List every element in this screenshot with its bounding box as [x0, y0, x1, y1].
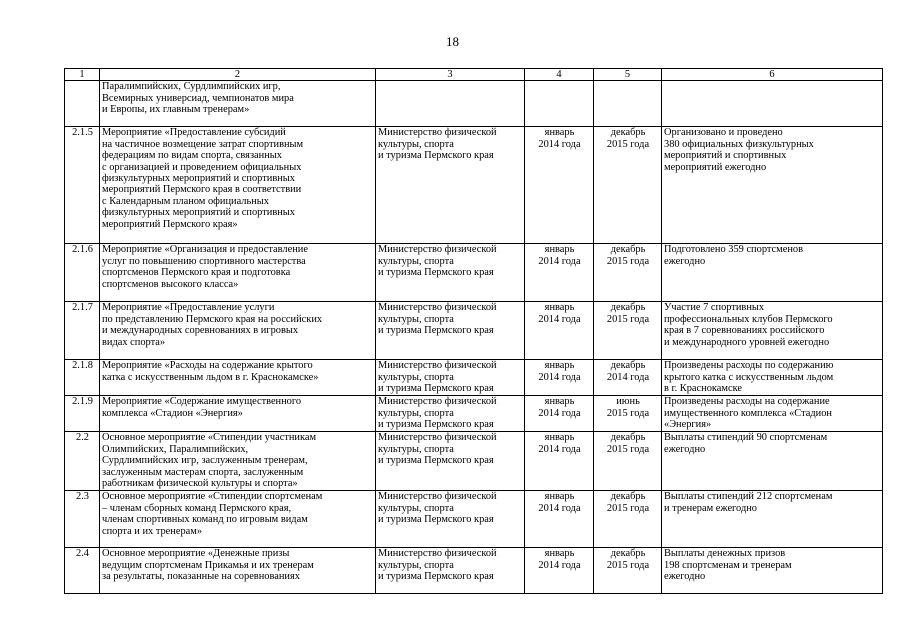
result-cell — [662, 396, 883, 432]
event-cell — [100, 360, 376, 396]
table-row — [65, 548, 883, 594]
end-date-cell — [594, 548, 662, 594]
result-cell-text: Участие 7 спортивных профессиональных клубов Пермского края в 7 соревнованиях российского и международного уровней ежегодно — [664, 302, 833, 348]
start-date-cell — [525, 302, 594, 360]
column-header-1: 1 — [65, 69, 100, 81]
row-number-cell — [65, 244, 100, 302]
start-date-cell — [525, 432, 594, 491]
result-cell-text: Произведены расходы по содержанию крытого катка с искусственным льдом в г. Краснокамске — [664, 360, 834, 395]
result-cell — [662, 244, 883, 302]
table-row — [65, 432, 883, 491]
executor-cell — [376, 127, 525, 244]
start-date-cell-text: январь 2014 года — [538, 244, 581, 267]
column-header-5: 5 — [594, 69, 662, 81]
event-cell-text: Основное мероприятие «Стипендии участникам Олимпийских, Паралимпийских, Сурдлимпийских игр, заслуженным тренерам, заслуженным мастерам спорта, заслуженным работникам физической культуры и спорта» — [102, 432, 317, 490]
executor-cell-text: Министерство физической культуры, спорта и туризма Пермского края — [378, 432, 497, 467]
result-cell — [662, 548, 883, 594]
row-number-cell-text: 2.2 — [76, 432, 89, 444]
event-cell — [100, 81, 376, 127]
result-cell-text: Подготовлено 359 спортсменов ежегодно — [664, 244, 804, 267]
end-date-cell-text: декабрь 2014 года — [606, 360, 650, 383]
table-row — [65, 360, 883, 396]
end-date-cell-text: декабрь 2015 года — [606, 491, 650, 514]
result-cell-text: Произведены расходы на содержание имущественного комплекса «Стадион «Энергия» — [664, 396, 832, 431]
start-date-cell-text: январь 2014 года — [538, 491, 581, 514]
executor-cell — [376, 491, 525, 548]
row-number-cell-text: 2.1.6 — [72, 244, 93, 256]
event-cell — [100, 432, 376, 491]
table-row — [65, 491, 883, 548]
event-cell-text: Основное мероприятие «Стипендии спортсменам – членам сборных команд Пермского края, членам спортивных команд по игровым видам спорта и их тренерам» — [102, 491, 323, 537]
event-cell-text: Паралимпийских, Сурдлимпийских игр, Всемирных универсиад, чемпионатов мира и Европы, их главным тренерам» — [102, 81, 294, 116]
end-date-cell — [594, 127, 662, 244]
end-date-cell-text: декабрь 2015 года — [606, 302, 650, 325]
row-number-cell — [65, 81, 100, 127]
row-number-cell-text: 2.4 — [76, 548, 89, 560]
end-date-cell-text: декабрь 2015 года — [606, 127, 650, 150]
end-date-cell — [594, 302, 662, 360]
start-date-cell — [525, 548, 594, 594]
page-number: 18 — [446, 34, 459, 49]
result-cell-text: Выплаты стипендий 212 спортсменам и тренерам ежегодно — [664, 491, 833, 514]
event-cell — [100, 127, 376, 244]
executor-cell-text: Министерство физической культуры, спорта и туризма Пермского края — [378, 396, 497, 431]
end-date-cell-text: июнь 2015 года — [606, 396, 650, 419]
executor-cell-text: Министерство физической культуры, спорта и туризма Пермского края — [378, 244, 497, 279]
table-row — [65, 244, 883, 302]
start-date-cell — [525, 244, 594, 302]
row-number-cell — [65, 548, 100, 594]
start-date-cell — [525, 491, 594, 548]
row-number-cell — [65, 396, 100, 432]
start-date-cell-text: январь 2014 года — [538, 432, 581, 455]
end-date-cell — [594, 360, 662, 396]
result-cell-text: Организовано и проведено 380 официальных физкультурных мероприятий и спортивных мероприятий ежегодно — [664, 127, 814, 173]
end-date-cell-text: декабрь 2015 года — [606, 244, 650, 267]
end-date-cell-text: декабрь 2015 года — [606, 432, 650, 455]
row-number-cell — [65, 432, 100, 491]
start-date-cell-text: январь 2014 года — [538, 302, 581, 325]
program-table — [64, 68, 883, 594]
event-cell — [100, 491, 376, 548]
end-date-cell — [594, 432, 662, 491]
executor-cell — [376, 432, 525, 491]
executor-cell-text: Министерство физической культуры, спорта и туризма Пермского края — [378, 302, 497, 337]
event-cell-text: Мероприятие «Расходы на содержание крытого катка с искусственным льдом в г. Краснокамске» — [102, 360, 319, 383]
row-number-cell-text: 2.1.7 — [72, 302, 93, 314]
result-cell — [662, 81, 883, 127]
row-number-cell-text: 2.1.8 — [72, 360, 93, 372]
start-date-cell-text: январь 2014 года — [538, 396, 581, 419]
event-cell-text: Мероприятие «Организация и предоставление услуг по повышению спортивного мастерства спортсменов Пермского края и подготовка спортсменов высокого класса» — [102, 244, 308, 290]
result-cell — [662, 302, 883, 360]
table-row — [65, 127, 883, 244]
result-cell — [662, 127, 883, 244]
executor-cell-text: Министерство физической культуры, спорта и туризма Пермского края — [378, 491, 497, 526]
row-number-cell — [65, 360, 100, 396]
end-date-cell — [594, 396, 662, 432]
start-date-cell-text: январь 2014 года — [538, 127, 581, 150]
start-date-cell — [525, 81, 594, 127]
executor-cell-text: Министерство физической культуры, спорта и туризма Пермского края — [378, 360, 497, 395]
column-header-2: 2 — [100, 69, 376, 81]
result-cell — [662, 432, 883, 491]
executor-cell — [376, 548, 525, 594]
event-cell-text: Мероприятие «Содержание имущественного комплекса «Стадион «Энергия» — [102, 396, 302, 419]
event-cell-text: Основное мероприятие «Денежные призы ведущим спортсменам Прикамья и их тренерам за результаты, показанные на соревнованиях — [102, 548, 314, 583]
start-date-cell-text: январь 2014 года — [538, 548, 581, 571]
event-cell — [100, 396, 376, 432]
end-date-cell — [594, 81, 662, 127]
row-number-cell-text: 2.1.5 — [72, 127, 93, 139]
row-number-cell — [65, 491, 100, 548]
executor-cell — [376, 81, 525, 127]
start-date-cell-text: январь 2014 года — [538, 360, 581, 383]
table-body — [65, 69, 883, 594]
row-number-cell-text: 2.1.9 — [72, 396, 93, 408]
executor-cell-text: Министерство физической культуры, спорта и туризма Пермского края — [378, 127, 497, 162]
start-date-cell — [525, 127, 594, 244]
end-date-cell-text: декабрь 2015 года — [606, 548, 650, 571]
start-date-cell — [525, 396, 594, 432]
result-cell-text: Выплаты стипендий 90 спортсменам ежегодно — [664, 432, 828, 455]
executor-cell-text: Министерство физической культуры, спорта и туризма Пермского края — [378, 548, 497, 583]
column-header-3: 3 — [376, 69, 525, 81]
event-cell-text: Мероприятие «Предоставление субсидий на частичное возмещение затрат спортивным федерациям по видам спорта, связанных с организацией и проведением официальных физкультурных мероприятий и спортивных мероприятий Пермского края в соответствии с Календарным планом официальных физкультурных мероприятий и спортивных мероприятий Пермского края» — [102, 127, 304, 230]
table-header-row — [65, 69, 883, 81]
event-cell — [100, 548, 376, 594]
executor-cell — [376, 396, 525, 432]
result-cell — [662, 491, 883, 548]
event-cell-text: Мероприятие «Предоставление услуги по представлению Пермского края на российских и международных соревнованиях в игровых видах спорта» — [102, 302, 323, 348]
row-number-cell — [65, 127, 100, 244]
row-number-cell-text: 2.3 — [76, 491, 89, 503]
end-date-cell — [594, 244, 662, 302]
start-date-cell — [525, 360, 594, 396]
row-number-cell — [65, 302, 100, 360]
executor-cell — [376, 302, 525, 360]
event-cell — [100, 302, 376, 360]
table-row — [65, 396, 883, 432]
table-row — [65, 81, 883, 127]
executor-cell — [376, 244, 525, 302]
end-date-cell — [594, 491, 662, 548]
table-row — [65, 302, 883, 360]
result-cell — [662, 360, 883, 396]
event-cell — [100, 244, 376, 302]
column-header-4: 4 — [525, 69, 594, 81]
column-header-6: 6 — [662, 69, 883, 81]
result-cell-text: Выплаты денежных призов 198 спортсменам и тренерам ежегодно — [664, 548, 792, 583]
executor-cell — [376, 360, 525, 396]
